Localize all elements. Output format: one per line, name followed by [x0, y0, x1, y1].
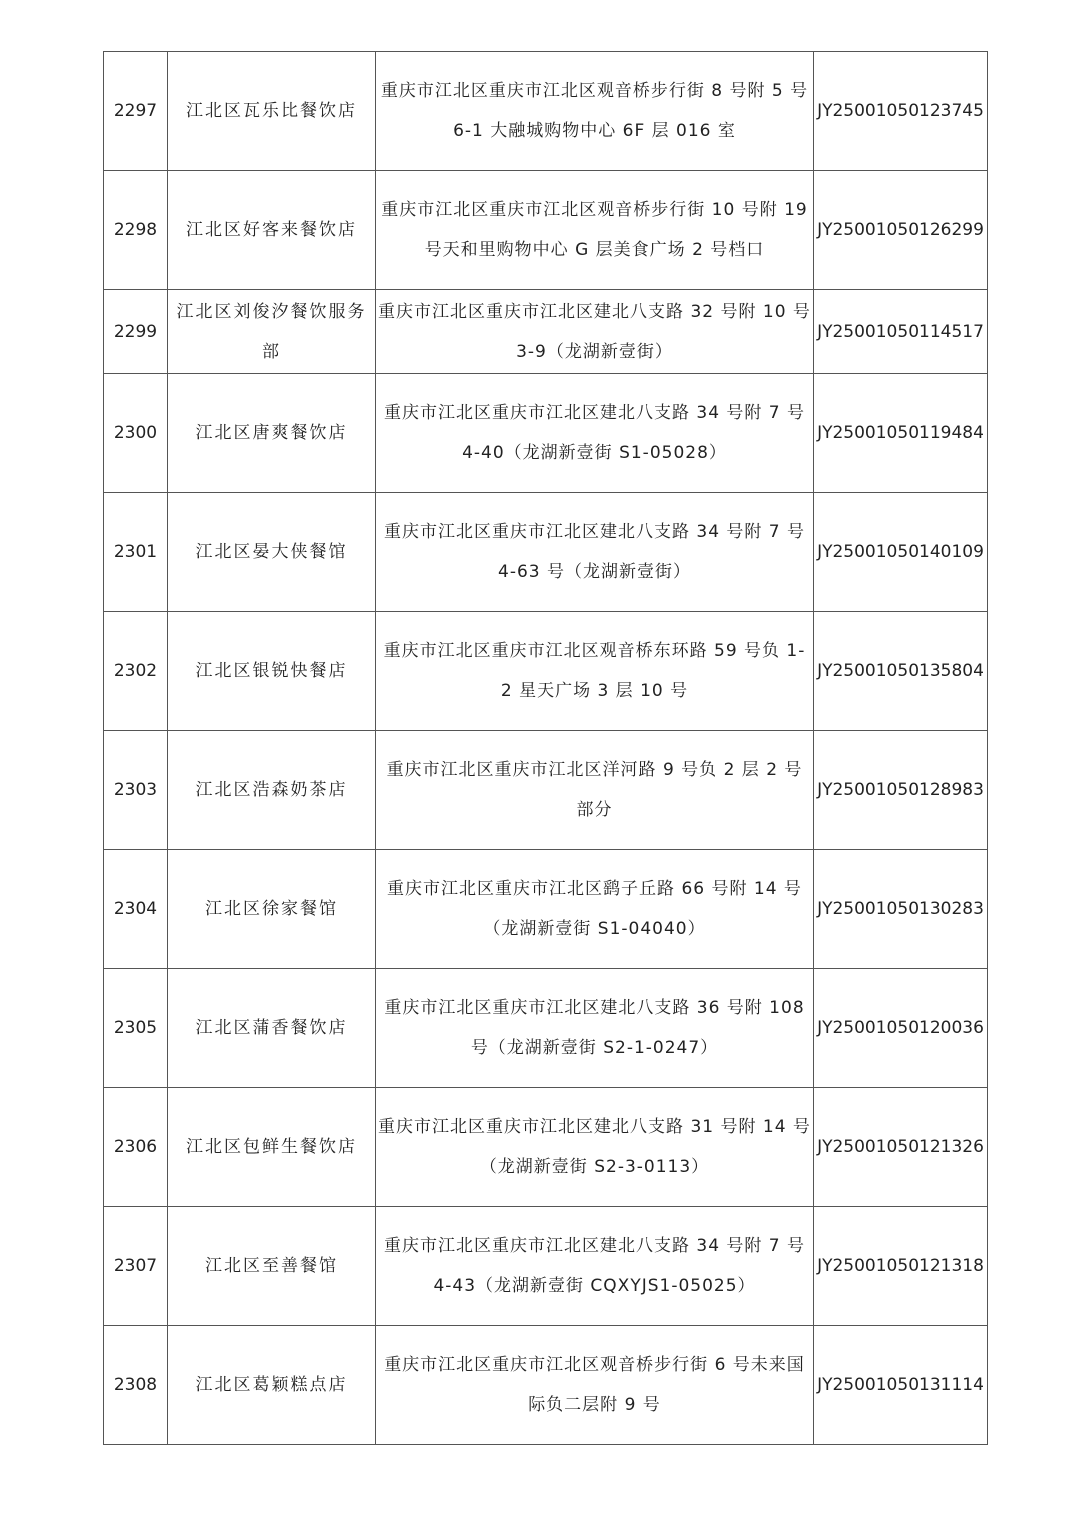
- table-row: [104, 969, 988, 1088]
- row-number: 2304: [104, 850, 168, 969]
- business-address: 重庆市江北区重庆市江北区建北八支路 34 号附 7 号 4-40（龙湖新壹街 S1-05028）: [376, 374, 814, 493]
- business-address: 重庆市江北区重庆市江北区观音桥步行街 10 号附 19 号天和里购物中心 G 层美食广场 2 号档口: [376, 171, 814, 290]
- business-address: 重庆市江北区重庆市江北区洋河路 9 号负 2 层 2 号部分: [376, 731, 814, 850]
- row-number: 2299: [104, 290, 168, 374]
- business-address: 重庆市江北区重庆市江北区建北八支路 34 号附 7 号 4-43（龙湖新壹街 CQXYJS1-05025）: [376, 1207, 814, 1326]
- row-number: 2305: [104, 969, 168, 1088]
- license-number: JY25001050121326: [814, 1088, 988, 1207]
- license-number: JY25001050130283: [814, 850, 988, 969]
- business-address: 重庆市江北区重庆市江北区观音桥步行街 6 号未来国际负二层附 9 号: [376, 1326, 814, 1445]
- business-name: 江北区至善餐馆: [168, 1207, 376, 1326]
- table-row: [104, 612, 988, 731]
- table-row: [104, 850, 988, 969]
- table-row: [104, 374, 988, 493]
- business-name: 江北区刘俊汐餐饮服务部: [168, 290, 376, 374]
- row-number: 2297: [104, 52, 168, 171]
- license-number: JY25001050119484: [814, 374, 988, 493]
- business-address: 重庆市江北区重庆市江北区建北八支路 31 号附 14 号（龙湖新壹街 S2-3-0113）: [376, 1088, 814, 1207]
- license-number: JY25001050114517: [814, 290, 988, 374]
- row-number: 2306: [104, 1088, 168, 1207]
- business-name: 江北区晏大侠餐馆: [168, 493, 376, 612]
- row-number: 2302: [104, 612, 168, 731]
- license-table: [103, 51, 988, 1445]
- table-row: [104, 1326, 988, 1445]
- table-row: [104, 1207, 988, 1326]
- license-number: JY25001050121318: [814, 1207, 988, 1326]
- business-name: 江北区好客来餐饮店: [168, 171, 376, 290]
- business-name: 江北区包鲜生餐饮店: [168, 1088, 376, 1207]
- license-number: JY25001050120036: [814, 969, 988, 1088]
- business-name: 江北区唐爽餐饮店: [168, 374, 376, 493]
- row-number: 2303: [104, 731, 168, 850]
- table-row: [104, 290, 988, 374]
- business-name: 江北区葛颖糕点店: [168, 1326, 376, 1445]
- license-number: JY25001050123745: [814, 52, 988, 171]
- license-number: JY25001050126299: [814, 171, 988, 290]
- license-number: JY25001050135804: [814, 612, 988, 731]
- business-address: 重庆市江北区重庆市江北区建北八支路 32 号附 10 号 3-9（龙湖新壹街）: [376, 290, 814, 374]
- row-number: 2301: [104, 493, 168, 612]
- business-name: 江北区瓦乐比餐饮店: [168, 52, 376, 171]
- license-number: JY25001050128983: [814, 731, 988, 850]
- table-row: [104, 52, 988, 171]
- license-number: JY25001050140109: [814, 493, 988, 612]
- row-number: 2307: [104, 1207, 168, 1326]
- business-name: 江北区蒲香餐饮店: [168, 969, 376, 1088]
- business-address: 重庆市江北区重庆市江北区观音桥东环路 59 号负 1-2 星天广场 3 层 10 号: [376, 612, 814, 731]
- business-name: 江北区银锐快餐店: [168, 612, 376, 731]
- business-address: 重庆市江北区重庆市江北区观音桥步行街 8 号附 5 号 6-1 大融城购物中心 6F 层 016 室: [376, 52, 814, 171]
- business-name: 江北区浩森奶茶店: [168, 731, 376, 850]
- table-row: [104, 731, 988, 850]
- table-row: [104, 493, 988, 612]
- business-address: 重庆市江北区重庆市江北区鹞子丘路 66 号附 14 号（龙湖新壹街 S1-04040）: [376, 850, 814, 969]
- row-number: 2300: [104, 374, 168, 493]
- table-row: [104, 1088, 988, 1207]
- business-name: 江北区徐家餐馆: [168, 850, 376, 969]
- license-number: JY25001050131114: [814, 1326, 988, 1445]
- business-address: 重庆市江北区重庆市江北区建北八支路 36 号附 108 号（龙湖新壹街 S2-1-0247）: [376, 969, 814, 1088]
- business-address: 重庆市江北区重庆市江北区建北八支路 34 号附 7 号 4-63 号（龙湖新壹街）: [376, 493, 814, 612]
- table-row: [104, 171, 988, 290]
- row-number: 2298: [104, 171, 168, 290]
- row-number: 2308: [104, 1326, 168, 1445]
